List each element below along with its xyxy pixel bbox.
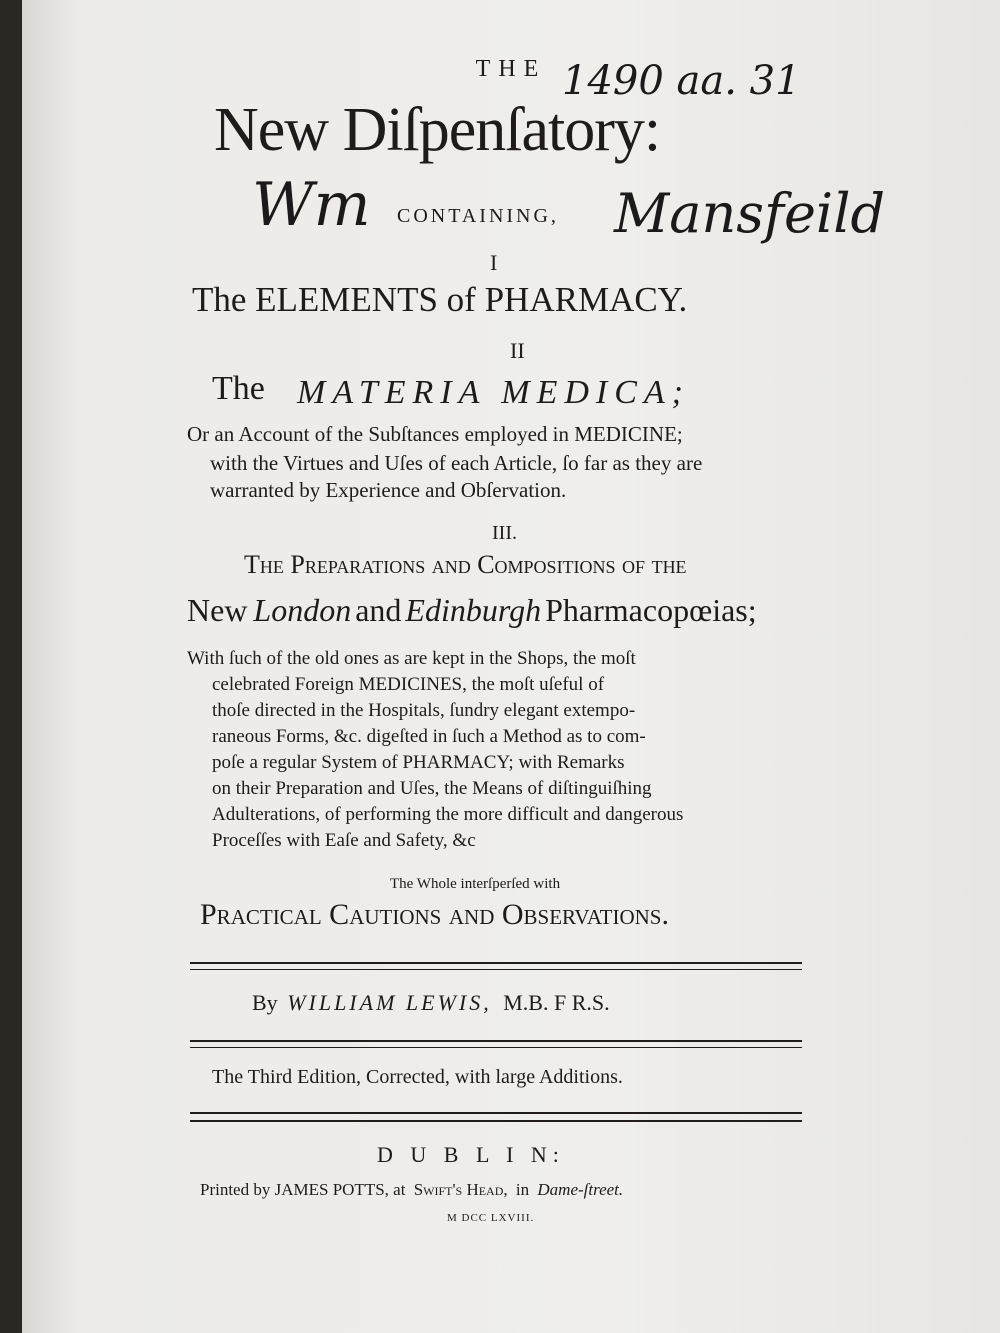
main-title: New Diſpenſatory: [214, 96, 661, 164]
rule-2 [190, 1040, 802, 1042]
word-london: London [253, 592, 352, 628]
part-1-title: The ELEMENTS of PHARMACY. [192, 280, 688, 319]
printer-in: in [515, 1180, 530, 1199]
part-3-desc-line-8: Proceſſes with Eaſe and Safety, &c [212, 830, 476, 851]
containing-label: CONTAINING, [397, 205, 559, 227]
printer-street: Dame-ſtreet. [537, 1180, 624, 1199]
rule-3 [190, 1112, 802, 1114]
rule-1b [190, 969, 802, 970]
printer-name: Printed by JAMES POTTS, at [200, 1180, 406, 1199]
part-2-numeral: II [510, 338, 525, 363]
printer-sign: Swift's Head, [413, 1180, 508, 1199]
part-3-line-new [187, 592, 757, 629]
title-page [22, 0, 1000, 1333]
part-1-numeral: I [490, 250, 498, 275]
part-3-desc-line-5: poſe a regular System of PHARMACY; with Remarks [212, 752, 625, 773]
part-2-the: The [212, 370, 265, 407]
part-3-desc-line-7: Adulterations, of performing the more difficult and dangerous [212, 804, 684, 825]
part-3-title: The Preparations and Compositions of the [244, 550, 687, 579]
interspersed-line: The Whole interſperſed with [390, 876, 561, 892]
rule-2b [190, 1047, 802, 1048]
part-3-desc-line-2: celebrated Foreign MEDICINES, the moſt uſeful of [212, 674, 605, 695]
imprint-date: M DCC LXVIII. [447, 1212, 535, 1224]
author-line [252, 990, 610, 1016]
part-2-desc-line-3: warranted by Experience and Obſervation. [210, 478, 567, 502]
word-and: and [355, 592, 402, 628]
word-edinburgh: Edinburgh [405, 592, 542, 628]
part-2-desc-line-2: with the Virtues and Uſes of each Article, ſo far as they are [210, 451, 703, 475]
word-pharmacopoeias: Pharmacopœias; [545, 592, 757, 628]
handwritten-signature-first: Wm [252, 170, 371, 240]
handwritten-signature-last: Mansfeild [614, 182, 886, 245]
rule-1 [190, 962, 802, 964]
part-3-desc-line-1: With ſuch of the old ones as are kept in the Shops, the moſt [187, 648, 636, 669]
imprint-printer-line [200, 1180, 623, 1200]
part-2-desc-line-1: Or an Account of the Subſtances employed in MEDICINE; [187, 422, 683, 446]
rule-3b [190, 1120, 802, 1122]
title-the: THE [475, 56, 547, 82]
part-3-desc-line-4: raneous Forms, &c. digeſted in ſuch a Method as to com- [212, 726, 646, 747]
author-credentials: M.B. F R.S. [503, 990, 610, 1015]
imprint-place: D U B L I N: [377, 1142, 565, 1167]
edition-line: The Third Edition, Corrected, with large Additions. [212, 1066, 623, 1088]
word-new: New [187, 592, 248, 628]
part-2-title: MATERIA MEDICA; [297, 374, 690, 411]
by-word: By [252, 990, 278, 1015]
part-3-numeral: III. [492, 522, 517, 544]
part-3-desc-line-3: thoſe directed in the Hospitals, ſundry elegant extempo- [212, 700, 636, 721]
cautions-line: Practical Cautions and Observations. [200, 898, 669, 931]
handwritten-shelfmark: 1490 aa. 31 [562, 58, 801, 104]
author-name: WILLIAM LEWIS, [287, 990, 492, 1015]
part-3-desc-line-6: on their Preparation and Uſes, the Means of diſtinguiſhing [212, 778, 652, 799]
